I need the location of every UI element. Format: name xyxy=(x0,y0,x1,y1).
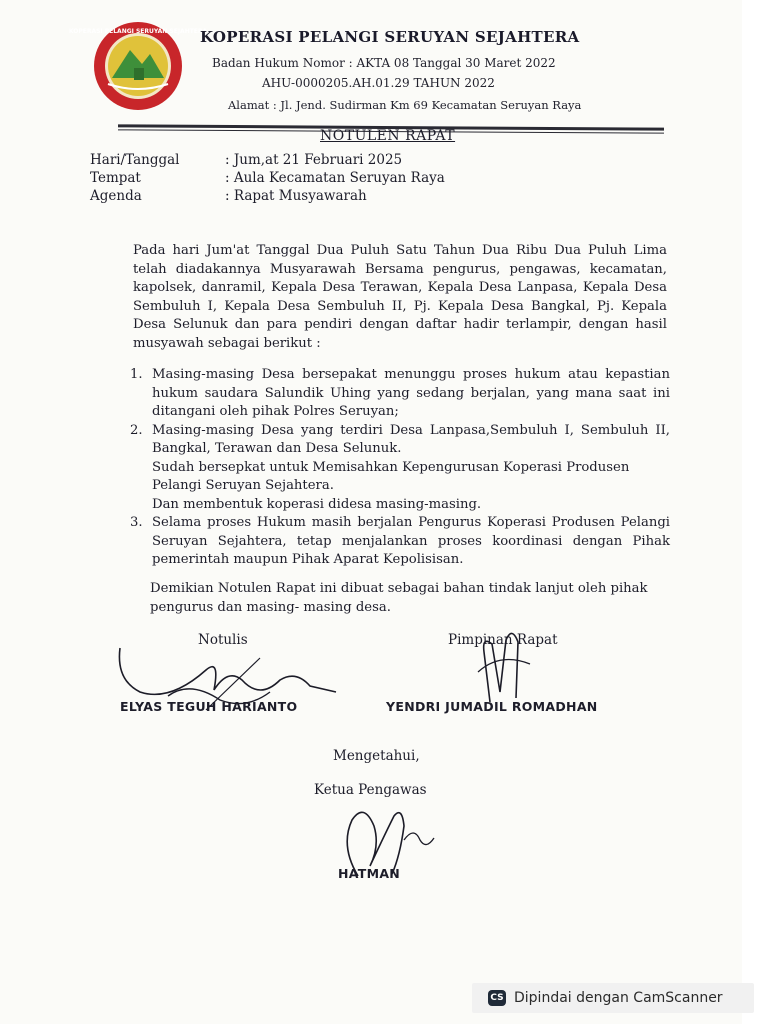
closing-paragraph: Demikian Notulen Rapat ini dibuat sebagai bahan tindak lanjut oleh pihak pengurus dan masing- masing desa. xyxy=(150,581,648,615)
document-title: NOTULEN RAPAT xyxy=(320,128,456,144)
meta-label: Agenda xyxy=(90,188,142,204)
meta-value: : Aula Kecamatan Seruyan Raya xyxy=(225,170,445,186)
notulis-label: Notulis xyxy=(198,632,248,648)
organization-name: KOPERASI PELANGI SERUYAN SEJAHTERA xyxy=(200,28,580,46)
result-text: Selama proses Hukum masih berjalan Pengurus Koperasi Produsen Pelangi Seruyan Sejahtera, tetap menjalankan proses koordinasi dengan Pihak pemerintah maupun Pihak Aparat Kepolisisan. xyxy=(152,515,670,567)
result-item xyxy=(130,422,670,515)
pimpinan-name: YENDRI JUMADIL ROMADHAN xyxy=(386,699,598,714)
logo-top-text: KOPERASI PELANGI SERUYAN SEJAHTERA xyxy=(68,28,208,35)
results-list xyxy=(130,366,670,570)
intro-paragraph: Pada hari Jum'at Tanggal Dua Puluh Satu Tahun Dua Ribu Dua Puluh Lima telah diadakannya Musyarawah Bersama pengurus, pengawas, kecamatan, kapolsek, danramil, Kepala Desa Terawan, Kepala Desa Lanpasa, Kepala Desa Sembuluh I, Kepala Desa Sembuluh II, Pj. Kepala Desa Bangkal, Pj. Kepala Desa Selunuk dan para pendiri dengan daftar hadir terlampir, dengan hasil musyawah sebagai berikut : xyxy=(133,243,667,351)
logo-house xyxy=(134,68,144,80)
result-number: 3. xyxy=(130,515,143,530)
meta-row-place xyxy=(90,170,445,186)
meta-label: Hari/Tanggal xyxy=(90,152,180,168)
notulis-name: ELYAS TEGUH HARIANTO xyxy=(120,699,298,714)
pimpinan-label: Pimpinan Rapat xyxy=(448,632,558,648)
supervisor-label: Ketua Pengawas xyxy=(314,782,427,798)
meta-value: : Rapat Musyawarah xyxy=(225,188,367,204)
meta-label: Tempat xyxy=(90,170,141,186)
ahu-number: AHU-0000205.AH.01.29 TAHUN 2022 xyxy=(262,76,495,90)
result-item xyxy=(130,366,670,422)
result-subtext: Sudah bersepkat untuk Memisahkan Kepengurusan Koperasi Produsen Pelangi Seruyan Sejahtera. xyxy=(152,459,630,493)
camscanner-icon: CS xyxy=(488,990,506,1006)
acknowledged-label: Mengetahui, xyxy=(333,748,420,764)
result-text: Masing-masing Desa bersepakat menunggu proses hukum atau kepastian hukum saudara Salundik Uhing yang sedang berjalan, yang mana saat ini ditangani oleh pihak Polres Seruyan; xyxy=(152,367,670,419)
supervisor-name: HATMAN xyxy=(338,866,401,881)
result-number: 1. xyxy=(130,367,143,382)
cooperative-logo xyxy=(68,20,208,112)
meta-row-date xyxy=(90,152,402,168)
meta-value: : Jum,at 21 Februari 2025 xyxy=(225,152,403,168)
address: Alamat : Jl. Jend. Sudirman Km 69 Kecamatan Seruyan Raya xyxy=(228,98,582,112)
result-number: 2. xyxy=(130,422,143,438)
meta-row-agenda xyxy=(90,188,367,204)
paper-edge xyxy=(742,0,768,1024)
result-subtext: Dan membentuk koperasi didesa masing-masing. xyxy=(152,496,482,512)
result-text: Masing-masing Desa yang terdiri Desa Lanpasa,Sembuluh I, Sembuluh II, Bangkal, Terawan dan Desa Selunuk. xyxy=(152,422,670,456)
legal-basis: Badan Hukum Nomor : AKTA 08 Tanggal 30 Maret 2022 xyxy=(212,56,556,70)
result-item xyxy=(130,514,670,570)
camscanner-badge xyxy=(472,983,754,1013)
camscanner-label: Dipindai dengan CamScanner xyxy=(514,990,723,1006)
